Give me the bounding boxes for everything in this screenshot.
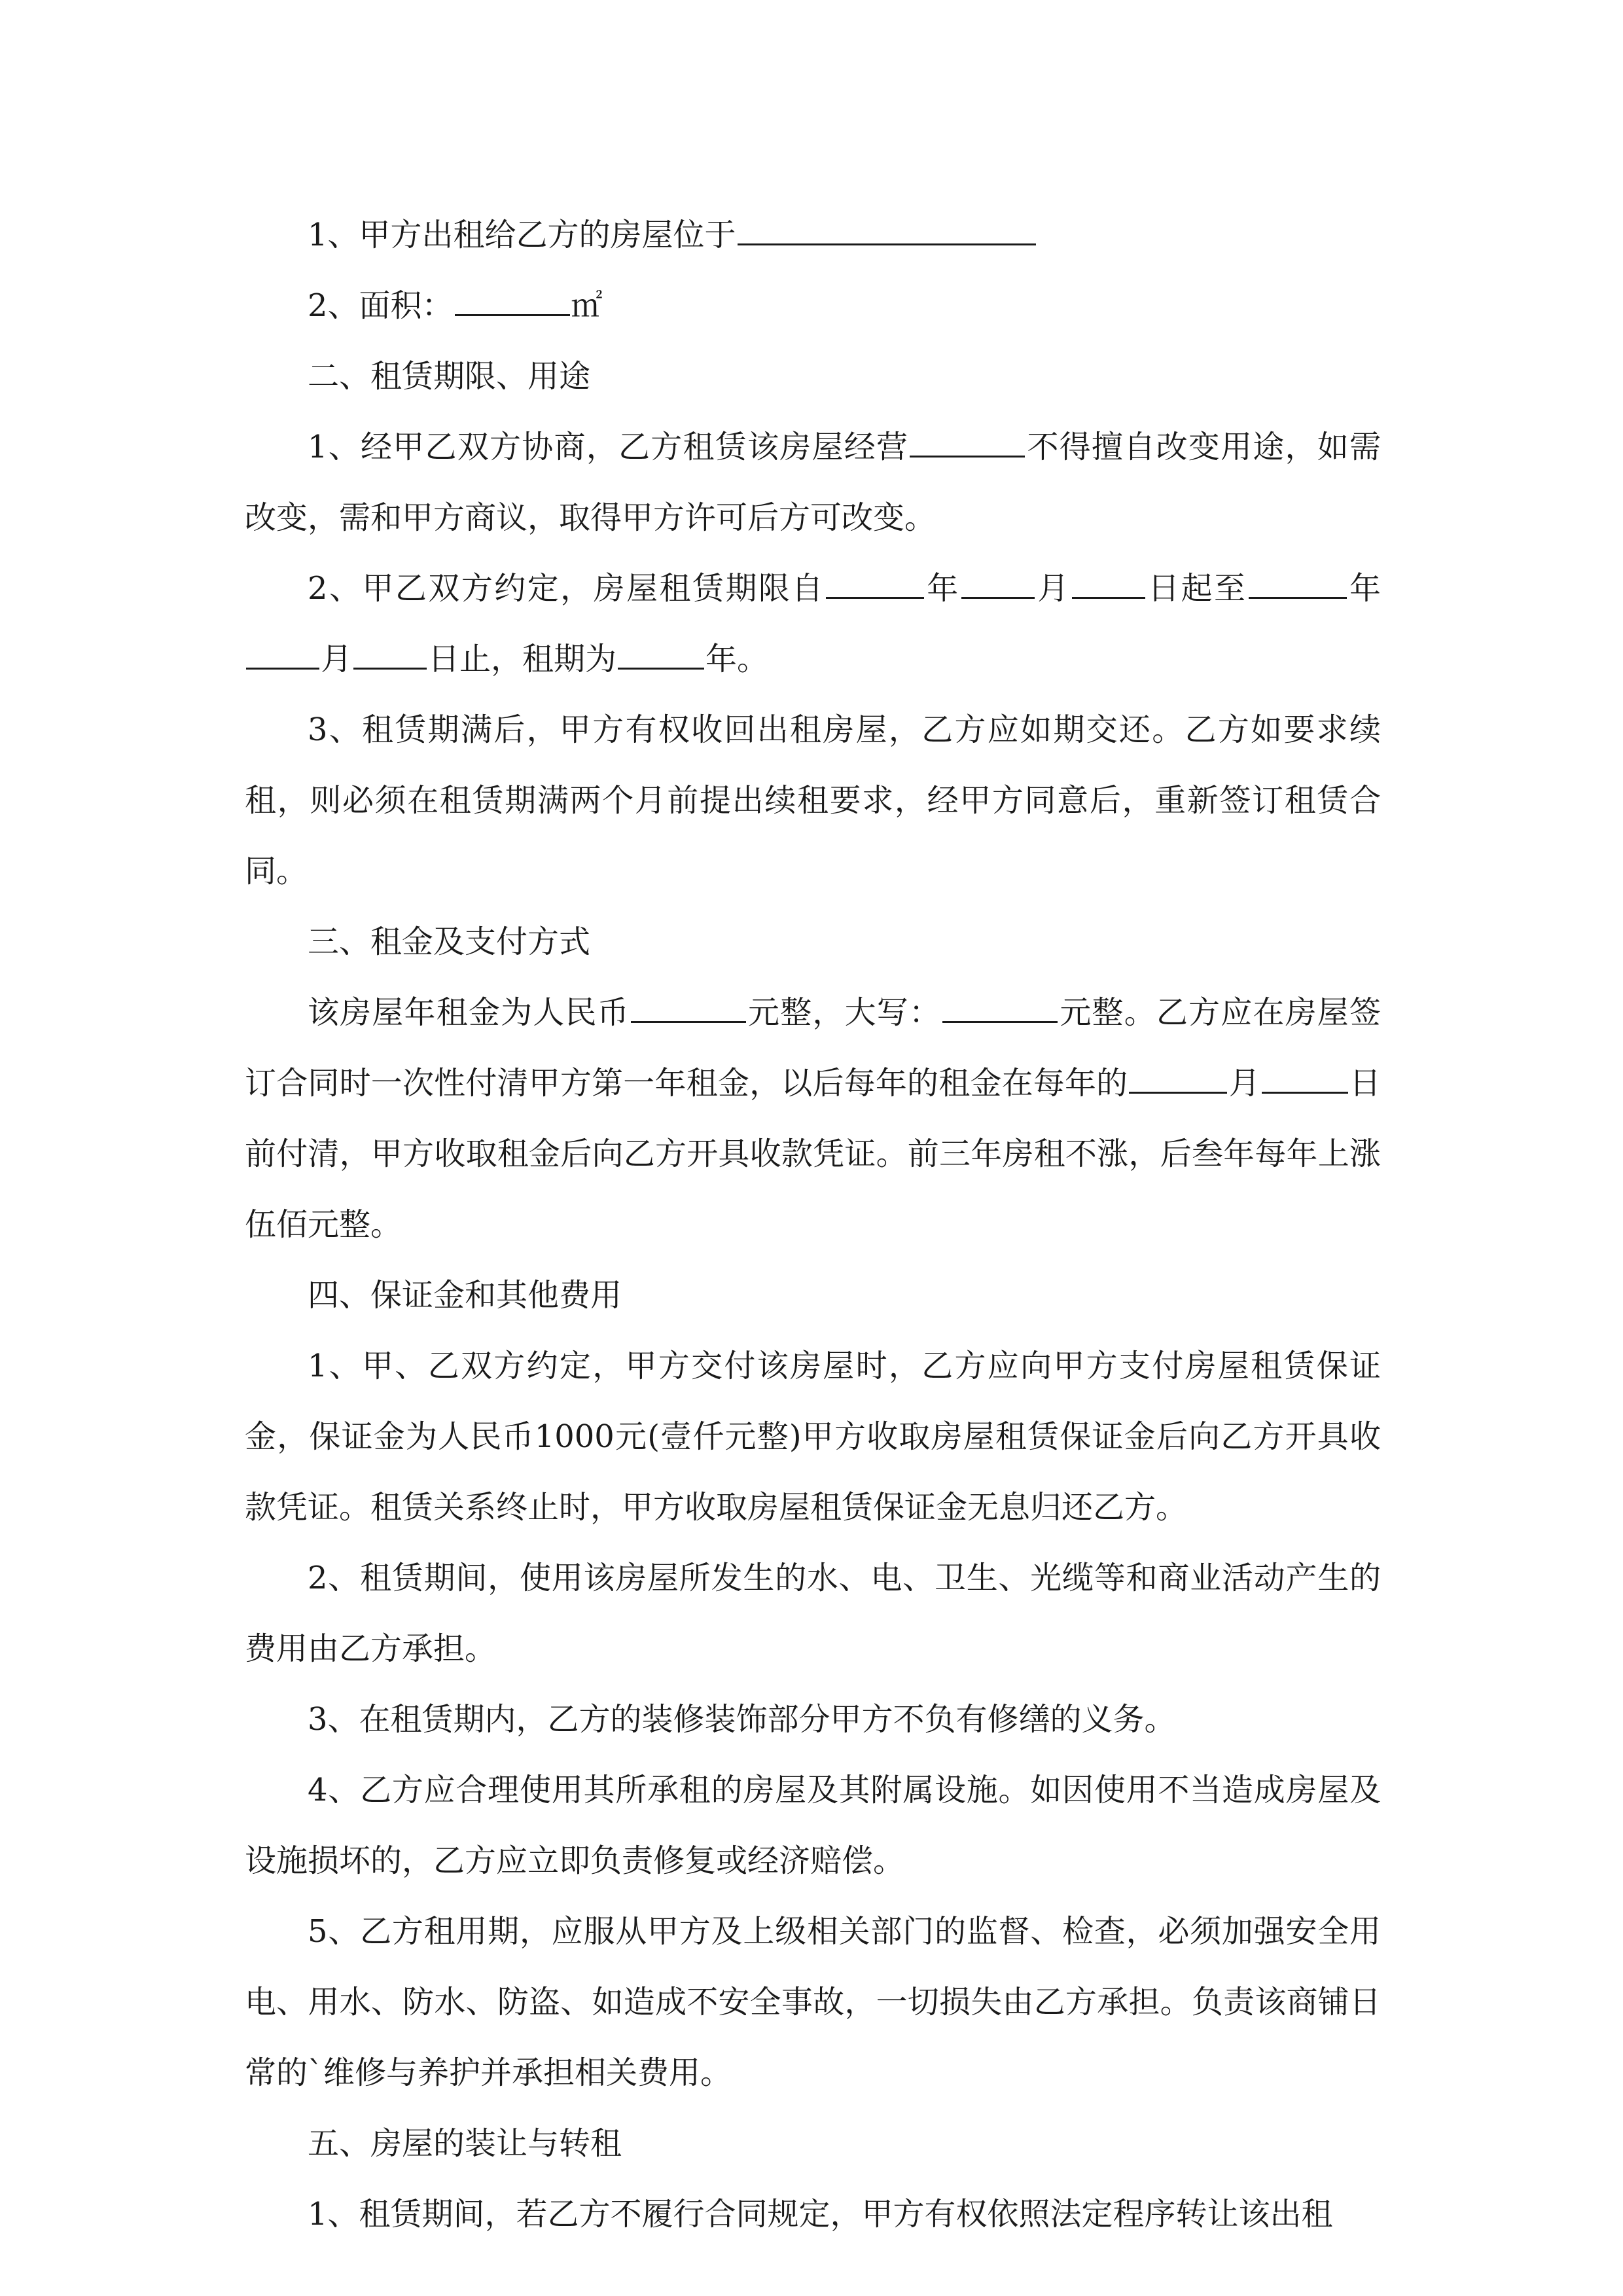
contract-body bbox=[245, 200, 1381, 2250]
start-year-blank bbox=[826, 571, 924, 599]
clause-area: 2、面积： ㎡ bbox=[308, 287, 603, 324]
area-blank bbox=[455, 288, 570, 316]
clause-facility-use: 4、乙方应合理使用其所承租的房屋及其附属设施。如因使用不当造成房屋及设施损坏的，乙方应立即负责修复或经济赔偿。 bbox=[245, 1772, 1381, 1879]
rent-amount-words-blank bbox=[942, 995, 1058, 1023]
section-heading-deposit: 四、保证金和其他费用 bbox=[308, 1277, 622, 1314]
clause-lease-term: 2、甲乙双方约定，房屋租赁期限自 年 月 日起至 年月 日止，租期为 年。 bbox=[245, 553, 1381, 694]
clause-safety: 5、乙方租用期，应服从甲方及上级相关部门的监督、检查，必须加强安全用电、用水、防水、防盗、如造成不安全事故，一切损失由乙方承担。负责该商铺日常的`维修与养护并承担相关费用。 bbox=[245, 1913, 1381, 2091]
location-blank bbox=[738, 217, 1036, 245]
rent-amount-blank bbox=[631, 995, 746, 1023]
clause-transfer: 1、租赁期间，若乙方不履行合同规定，甲方有权依照法定程序转让该出租 bbox=[308, 2196, 1333, 2233]
clause-renewal: 3、租赁期满后，甲方有权收回出租房屋，乙方应如期交还。乙方如要求续租，则必须在租赁期满两个月前提出续租要求，经甲方同意后，重新签订租赁合同。 bbox=[245, 711, 1381, 889]
end-month-blank bbox=[246, 641, 319, 670]
section-heading-rent: 三、租金及支付方式 bbox=[308, 924, 591, 960]
business-blank bbox=[910, 429, 1025, 457]
clause-rent-payment: 该房屋年租金为人民币 元整，大写： 元整。乙方应在房屋签订合同时一次性付清甲方第一年租金，以后每年的租金在每年的 月 日前付清，甲方收取租金后向乙方开具收款凭证。前三年房租不涨，后叁年每年上涨伍佰元整。 bbox=[245, 994, 1381, 1243]
section-heading-term-use: 二、租赁期限、用途 bbox=[308, 358, 591, 395]
end-year-blank bbox=[1249, 571, 1347, 599]
clause-utilities: 2、租赁期间，使用该房屋所发生的水、电、卫生、光缆等和商业活动产生的费用由乙方承担。 bbox=[245, 1560, 1381, 1667]
clause-location: 1、甲方出租给乙方的房屋位于 bbox=[245, 200, 1381, 270]
clause-renovation: 3、在租赁期内，乙方的装修装饰部分甲方不负有修缮的义务。 bbox=[308, 1701, 1176, 1738]
term-years-blank bbox=[618, 641, 704, 670]
section-heading-transfer: 五、房屋的装让与转租 bbox=[308, 2125, 622, 2162]
payment-month-blank bbox=[1129, 1066, 1227, 1094]
clause-deposit: 1、甲、乙双方约定，甲方交付该房屋时，乙方应向甲方支付房屋租赁保证金，保证金为人民币1000元(壹仟元整)甲方收取房屋租赁保证金后向乙方开具收款凭证。租赁关系终止时，甲方收取房屋租赁保证金无息归还乙方。 bbox=[245, 1348, 1381, 1526]
start-day-blank bbox=[1072, 571, 1145, 599]
start-month-blank bbox=[961, 571, 1035, 599]
clause-business-use: 1、经甲乙双方协商，乙方租赁该房屋经营 不得擅自改变用途，如需改变，需和甲方商议，取得甲方许可后方可改变。 bbox=[245, 429, 1381, 536]
end-day-blank bbox=[353, 641, 427, 670]
payment-day-blank bbox=[1262, 1066, 1348, 1094]
